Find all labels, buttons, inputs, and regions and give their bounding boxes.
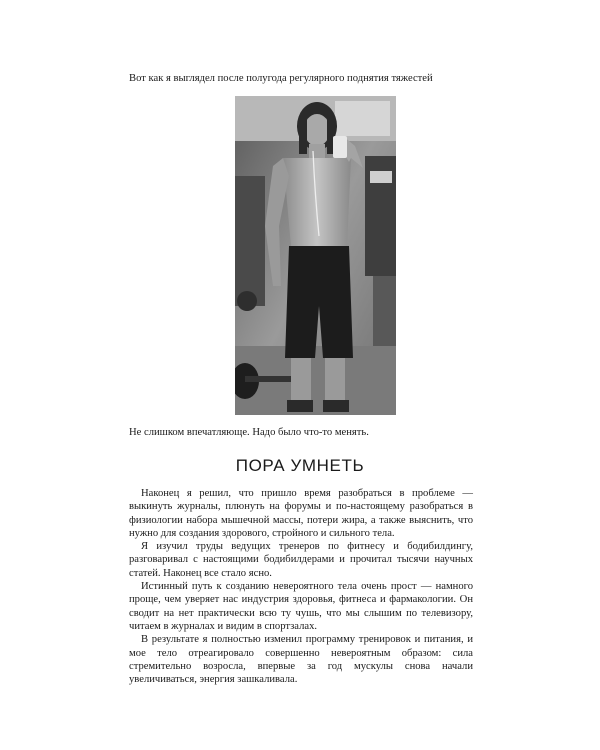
paragraph: Я изучил труды ведущих тренеров по фитнесу и бодибилдингу, разговаривал с настоящими бодибилдерами и прочитал тысячи научных статей. Наконец все стало ясно. [129, 541, 473, 579]
paragraph: Истинный путь к созданию невероятного тела очень прост — намного проще, чем уверяет нас индустрия здоровья, фитнеса и фармакологии. Он сводит на нет практически всю ту чушь, что мы слышим по телевизору, читаем в журналах и видим в спортзалах. [129, 581, 473, 632]
photo-caption-bottom: Не слишком впечатляюще. Надо было что-то менять. [129, 427, 369, 438]
body-text [129, 487, 473, 686]
photo-caption-top: Вот как я выглядел после полугода регулярного поднятия тяжестей [129, 73, 433, 84]
section-heading: ПОРА УМНЕТЬ [235, 456, 365, 475]
gym-mirror-selfie-photo [235, 96, 396, 415]
paragraph: В результате я полностью изменил программу тренировок и питания, и мое тело отреагировало совершенно невероятным образом: сила стремительно возросла, впервые за год мускулы снова начали увеличиваться, энергия зашкаливала. [129, 634, 473, 686]
paragraph: Наконец я решил, что пришло время разобраться в проблеме — выкинуть журналы, плюнуть на форумы и по-настоящему разобраться в физиологии набора мышечной массы, потери жира, а также выяснить, что нужно для создания здорового, стройного и сильного тела. [129, 488, 473, 539]
